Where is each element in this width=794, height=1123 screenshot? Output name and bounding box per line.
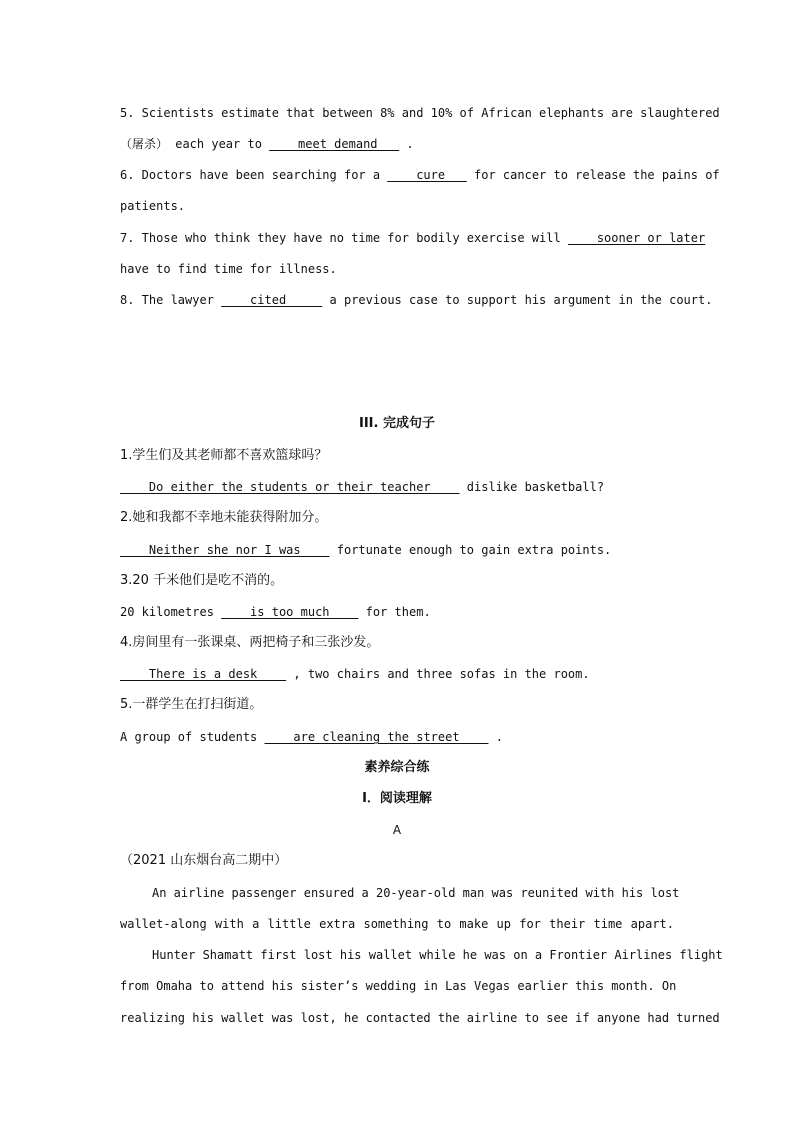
s3-item3-suffix: for them. [358,605,431,619]
q7-answer: sooner or later [567,231,706,245]
s3-item3-answer: is too much [221,605,359,619]
q5-prefix: （屠杀） each year to [120,137,270,151]
passage-source: （2021 山东烟台高二期中） [120,853,288,868]
s3-item4-en [120,666,674,682]
s3-item3-zh: 3.20 千米他们是吃不消的。 [120,573,284,588]
q5-line1: 5. Scientists estimate that between 8% and 10% of African elephants are slaughtered [120,106,720,120]
passage-line-4: from Omaha to attend his sister’s wedding in Las Vegas earlier this month. On [120,979,677,993]
s3-item5-prefix: A group of students [120,730,265,744]
q6-line1 [120,167,720,183]
q8-suffix: a previous case to support his argument in the court. [322,293,713,307]
s3-item1-zh: 1.学生们及其老师都不喜欢篮球吗？ [120,448,328,463]
passage-line-2: wallet-along with a little extra something to make up for their time apart. [120,917,674,931]
q7-line1 [120,230,706,246]
s3-item5-zh: 5.一群学生在打扫街道。 [120,697,263,712]
section4-subtitle: I．阅读理解 [362,791,432,806]
passage-label: A [392,823,402,837]
passage-line-3: Hunter Shamatt first lost his wallet while he was on a Frontier Airlines flight [152,948,723,962]
s3-item4-suffix: , two chairs and three sofas in the room. [286,667,590,681]
s3-item5-en [120,729,674,745]
q7-line2: have to find time for illness. [120,262,337,276]
s3-item1-suffix: dislike basketball? [459,480,605,494]
q7-prefix: 7. Those who think they have no time for bodily exercise will [120,231,568,245]
s3-item5-suffix: . [488,730,503,744]
q8-answer: cited [221,293,323,307]
s3-item5-answer: are cleaning the street [264,730,489,744]
q6-answer: cure [387,168,467,182]
s3-item1-answer: Do either the students or their teacher [120,480,460,494]
section4-title: 素养综合练 [364,760,430,775]
q8-line [120,292,713,308]
passage-line-5: realizing his wallet was lost, he contacted the airline to see if anyone had turned [120,1011,720,1025]
s3-item2-suffix: fortunate enough to gain extra points. [329,543,612,557]
s3-item3-prefix: 20 kilometres [120,605,222,619]
s3-item4-answer: There is a desk [120,667,287,681]
passage-line-1: An airline passenger ensured a 20-year-old man was reunited with his lost [152,886,680,900]
s3-item2-en [120,542,674,558]
s3-item4-zh: 4.房间里有一张课桌、两把椅子和三张沙发。 [120,635,380,650]
q5-suffix: . [399,137,414,151]
q6-prefix: 6. Doctors have been searching for a [120,168,388,182]
q8-prefix: 8. The lawyer [120,293,222,307]
s3-item1-en [120,479,674,495]
s3-item2-zh: 2.她和我都不幸地未能获得附加分。 [120,510,328,525]
s3-item3-en [120,604,674,620]
q6-line2: patients. [120,199,186,213]
q6-suffix: for cancer to release the pains of [466,168,720,182]
q5-answer: meet demand [269,137,400,151]
q5-line2 [120,136,674,152]
section3-title: III. 完成句子 [359,416,435,431]
s3-item2-answer: Neither she nor I was [120,543,330,557]
